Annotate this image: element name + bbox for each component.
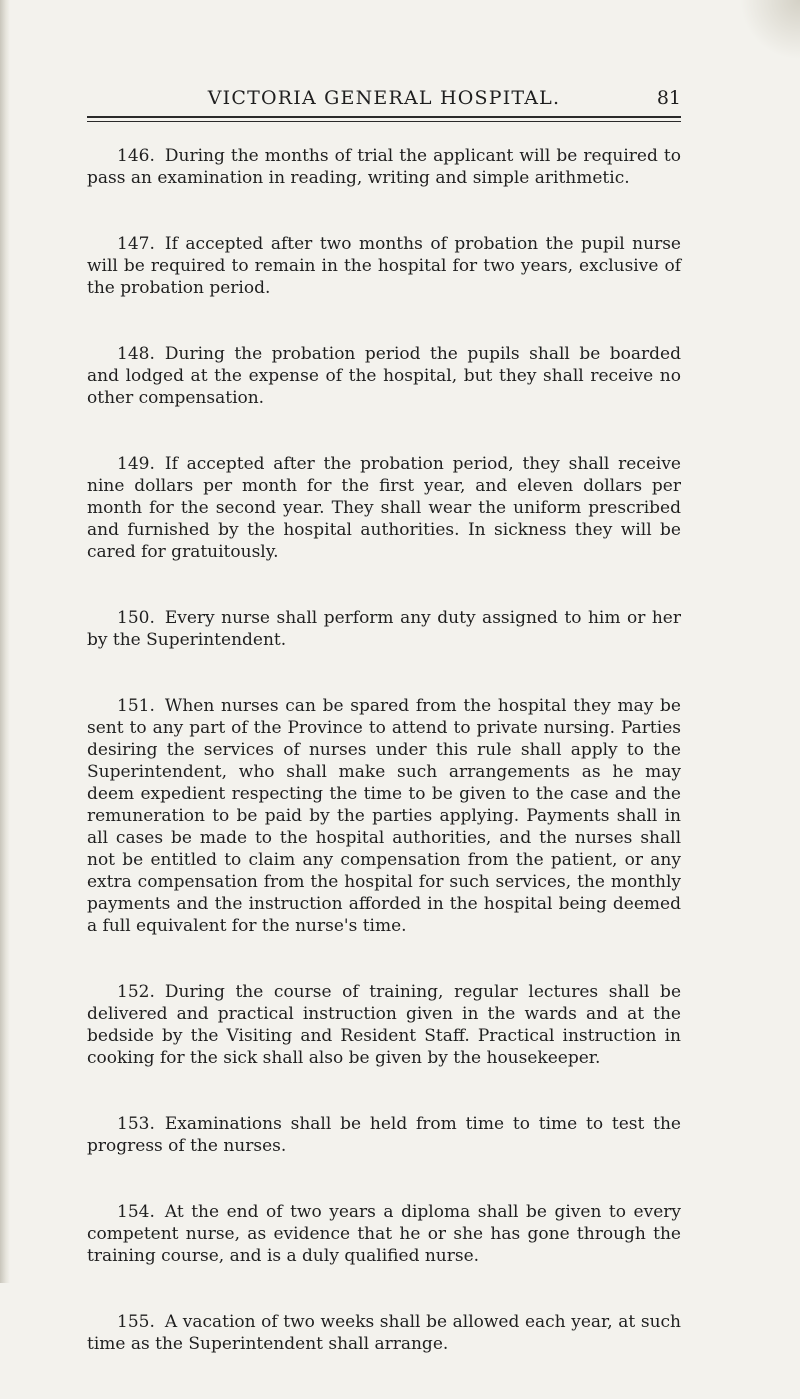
- paragraph-number: 151.: [117, 696, 155, 716]
- paragraph-number: 149.: [117, 454, 155, 474]
- paragraph-number: 147.: [117, 234, 155, 254]
- paragraph-154: [87, 1201, 681, 1267]
- paragraph-number: 150.: [117, 608, 155, 628]
- paragraph-text: A vacation of two weeks shall be allowed each year, at such time as the Superintendent shall arrange.: [87, 1312, 681, 1354]
- paragraph-152: [87, 981, 681, 1069]
- paragraph-number: 146.: [117, 146, 155, 166]
- paragraph-number: 153.: [117, 1114, 155, 1134]
- paragraph-153: [87, 1113, 681, 1157]
- paragraph-151: [87, 695, 681, 937]
- paragraph-148: [87, 343, 681, 409]
- page-corner-shadow: [740, 0, 800, 60]
- paragraph-number: 148.: [117, 344, 155, 364]
- paragraph-text: During the course of training, regular lectures shall be delivered and practical instruction given in the wards and at the bedside by the Visiting and Resident Staff. Practical instruction in cooking for the sick shall also be given by the housekeeper.: [87, 982, 681, 1068]
- paragraph-text: If accepted after two months of probation the pupil nurse will be required to remain in the hospital for two years, exclusive of the probation period.: [87, 234, 681, 298]
- paragraph-146: [87, 145, 681, 189]
- paragraph-text: When nurses can be spared from the hospital they may be sent to any part of the Province to attend to private nursing. Parties desiring the services of nurses under this rule shall apply to the Superintendent, who shall make such arrangements as he may deem expedient respecting the time to be given to the case and the remuneration to be paid by the parties applying. Payments shall in all cases be made to the hospital authorities, and the nurses shall not be entitled to claim any compensation from the patient, or any extra compensation from the hospital for such services, the monthly payments and the instruction afforded in the hospital being deemed a full equivalent for the nurse's time.: [87, 696, 681, 936]
- paragraph-number: 152.: [117, 982, 155, 1002]
- running-header: [87, 86, 681, 110]
- document-body: [87, 145, 681, 1399]
- paragraph-149: [87, 453, 681, 563]
- paragraph-text: If accepted after the probation period, they shall receive nine dollars per month for the first year, and eleven dollars per month for the second year. They shall wear the uniform prescribed and furnished by the hospital authorities. In sickness they will be cared for gratuitously.: [87, 454, 681, 562]
- header-rule-thick: [87, 116, 681, 118]
- paragraph-number: 155.: [117, 1312, 155, 1332]
- header-title: VICTORIA GENERAL HOSPITAL.: [207, 87, 561, 109]
- paragraph-155: [87, 1311, 681, 1355]
- page-number: 81: [656, 87, 681, 109]
- paragraph-147: [87, 233, 681, 299]
- paragraph-text: Examinations shall be held from time to time to test the progress of the nurses.: [87, 1114, 681, 1156]
- paragraph-text: During the probation period the pupils shall be boarded and lodged at the expense of the hospital, but they shall receive no other compensation.: [87, 344, 681, 408]
- page-edge-shadow: [0, 0, 10, 1283]
- header-rule-thin: [87, 121, 681, 122]
- paragraph-text: Every nurse shall perform any duty assigned to him or her by the Superintendent.: [87, 608, 681, 650]
- paragraph-text: At the end of two years a diploma shall be given to every competent nurse, as evidence that he or she has gone through the training course, and is a duly qualified nurse.: [87, 1202, 681, 1266]
- paragraph-number: 154.: [117, 1202, 155, 1222]
- paragraph-text: During the months of trial the applicant will be required to pass an examination in reading, writing and simple arithmetic.: [87, 146, 681, 188]
- paragraph-150: [87, 607, 681, 651]
